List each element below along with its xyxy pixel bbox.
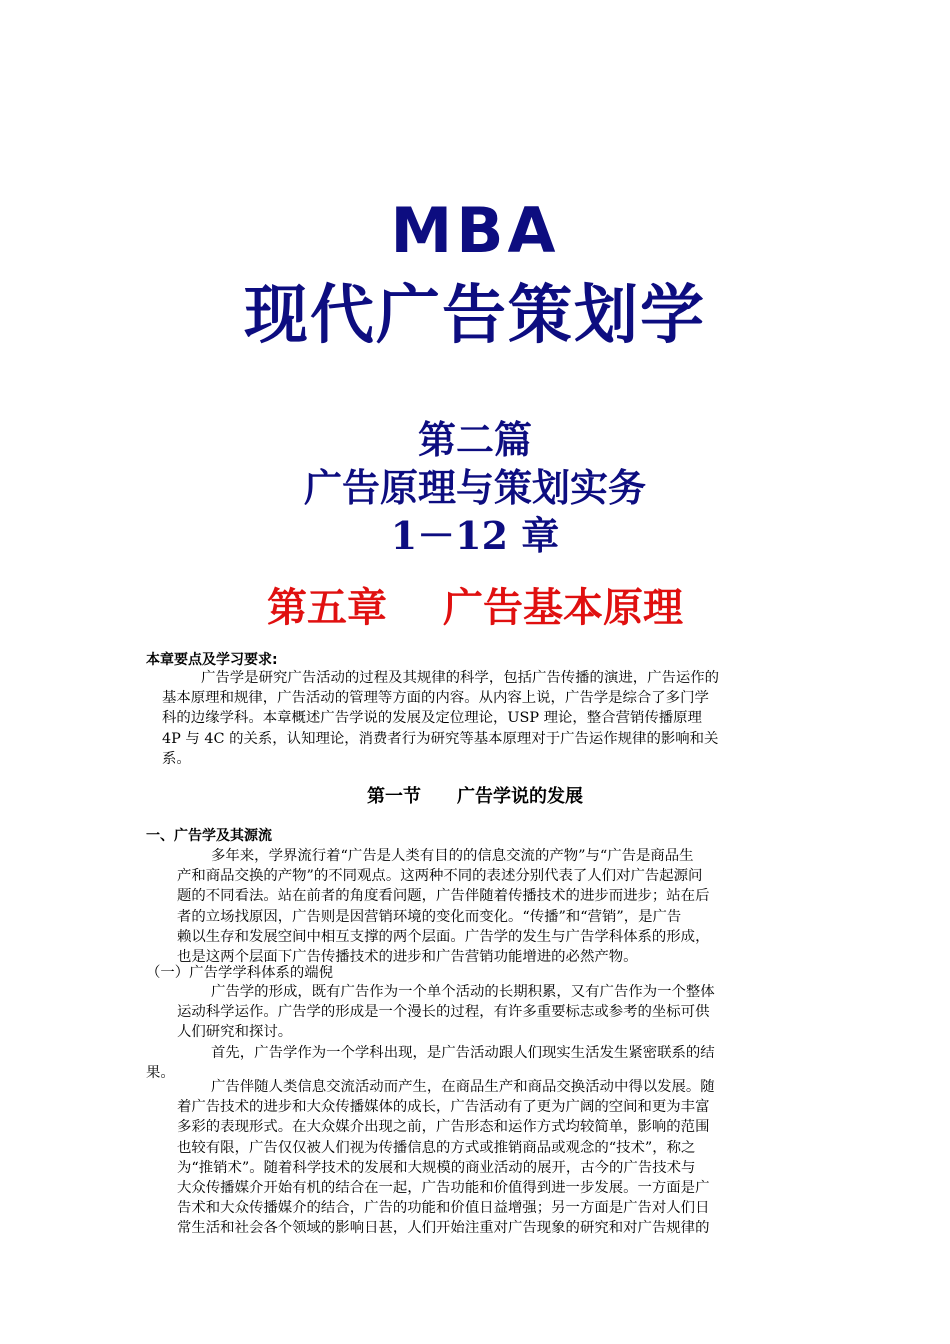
section-heading (0, 783, 950, 811)
paragraph-line: 题的不同看法。站在前者的角度看问题，广告伴随着传播技术的进步而进步；站在后 (177, 888, 710, 905)
paragraph-line: 产和商品交换的产物”的不同观点。这两种不同的表述分别代表了人们对广告起源问 (177, 868, 703, 885)
paragraph-line: 首先，广告学作为一个学科出现，是广告活动跟人们现实生活发生紧密联系的结 (211, 1045, 715, 1061)
part-range: 1－12 章 (390, 513, 560, 558)
requirements-heading: 本章要点及学习要求: (146, 652, 278, 668)
section-title: 广告学说的发展 (457, 786, 583, 807)
part-title: 广告原理与策划实务 (303, 465, 646, 510)
paragraph-line: 广告学是研究广告活动的过程及其规律的科学，包括广告传播的演进，广告运作的 (201, 670, 720, 686)
body-paragraph (177, 1077, 802, 1239)
paragraph-line: 为“推销术”。随着科学技术的发展和大规模的商业活动的展开，古今的广告技术与 (177, 1159, 696, 1176)
subsection-heading-2: （一）广告学学科体系的端倪 (146, 965, 334, 981)
paragraph-line: 也较有限，广告仅仅被人们视为传播信息的方式或推销商品或观念的“技术”，称之 (177, 1139, 696, 1156)
paragraph-line: 运动科学运作。广告学的形成是一个漫长的过程，有许多重要标志或参考的坐标可供 (177, 1004, 710, 1021)
paragraph-line: 4P 与 4C 的关系，认知理论，消费者行为研究等基本原理对于广告运作规律的影响和关 (162, 730, 719, 747)
paragraph-line: 人们研究和探讨。 (177, 1024, 293, 1041)
subsection-heading: 一、广告学及其源流 (146, 828, 272, 844)
chapter-heading (0, 582, 950, 634)
paragraph-line: 广告学的形成，既有广告作为一个单个活动的长期积累，又有广告作为一个整体 (211, 984, 715, 1000)
paragraph-line: 多彩的表现形式。在大众媒介出现之前，广告形态和运作方式均较简单，影响的范围 (177, 1119, 710, 1136)
chapter-number: 第五章 (267, 584, 387, 631)
requirements-paragraph (162, 668, 802, 769)
body-paragraph (177, 846, 802, 967)
paragraph-line: 基本原理和规律，广告活动的管理等方面的内容。从内容上说，广告学是综合了多门学 (162, 690, 709, 707)
paragraph-line: 果。 (146, 1065, 175, 1082)
paragraph-line: 常生活和社会各个领域的影响日甚，人们开始注重对广告现象的研究和对广告规律的 (177, 1220, 710, 1237)
book-title: 现代广告策划学 (244, 279, 706, 353)
cover-mba-label: MBA (390, 194, 560, 267)
chapter-title: 广告基本原理 (443, 584, 683, 631)
paragraph-line: 大众传播媒介开始有机的结合在一起，广告功能和价值得到进一步发展。一方面是广 (177, 1180, 710, 1197)
part-number: 第二篇 (417, 417, 532, 462)
paragraph-line: 科的边缘学科。本章概述广告学说的发展及定位理论，USP 理论，整合营销传播原理 (162, 710, 702, 727)
paragraph-line: 广告伴随人类信息交流活动而产生，在商品生产和商品交换活动中得以发展。随 (211, 1079, 715, 1095)
paragraph-line: 赖以生存和发展空间中相互支撑的两个层面。广告学的发生与广告学科体系的形成， (177, 928, 710, 945)
paragraph-line: 者的立场找原因，广告则是因营销环境的变化而变化。“传播”和“营销”，是广告 (177, 908, 682, 925)
section-number: 第一节 (367, 786, 421, 807)
paragraph-line: 也是这两个层面下广告传播技术的进步和广告营销功能增进的必然产物。 (177, 949, 638, 966)
paragraph-line: 多年来，学界流行着“广告是人类有目的的信息交流的产物”与“广告是商品生 (211, 848, 694, 864)
body-paragraph (177, 982, 802, 1043)
paragraph-line: 告术和大众传播媒介的结合，广告的功能和价值日益增强；另一方面是广告对人们日 (177, 1200, 710, 1217)
paragraph-line: 系。 (162, 750, 191, 767)
paragraph-line: 着广告技术的进步和大众传播媒体的成长，广告活动有了更为广阔的空间和更为丰富 (177, 1099, 710, 1116)
